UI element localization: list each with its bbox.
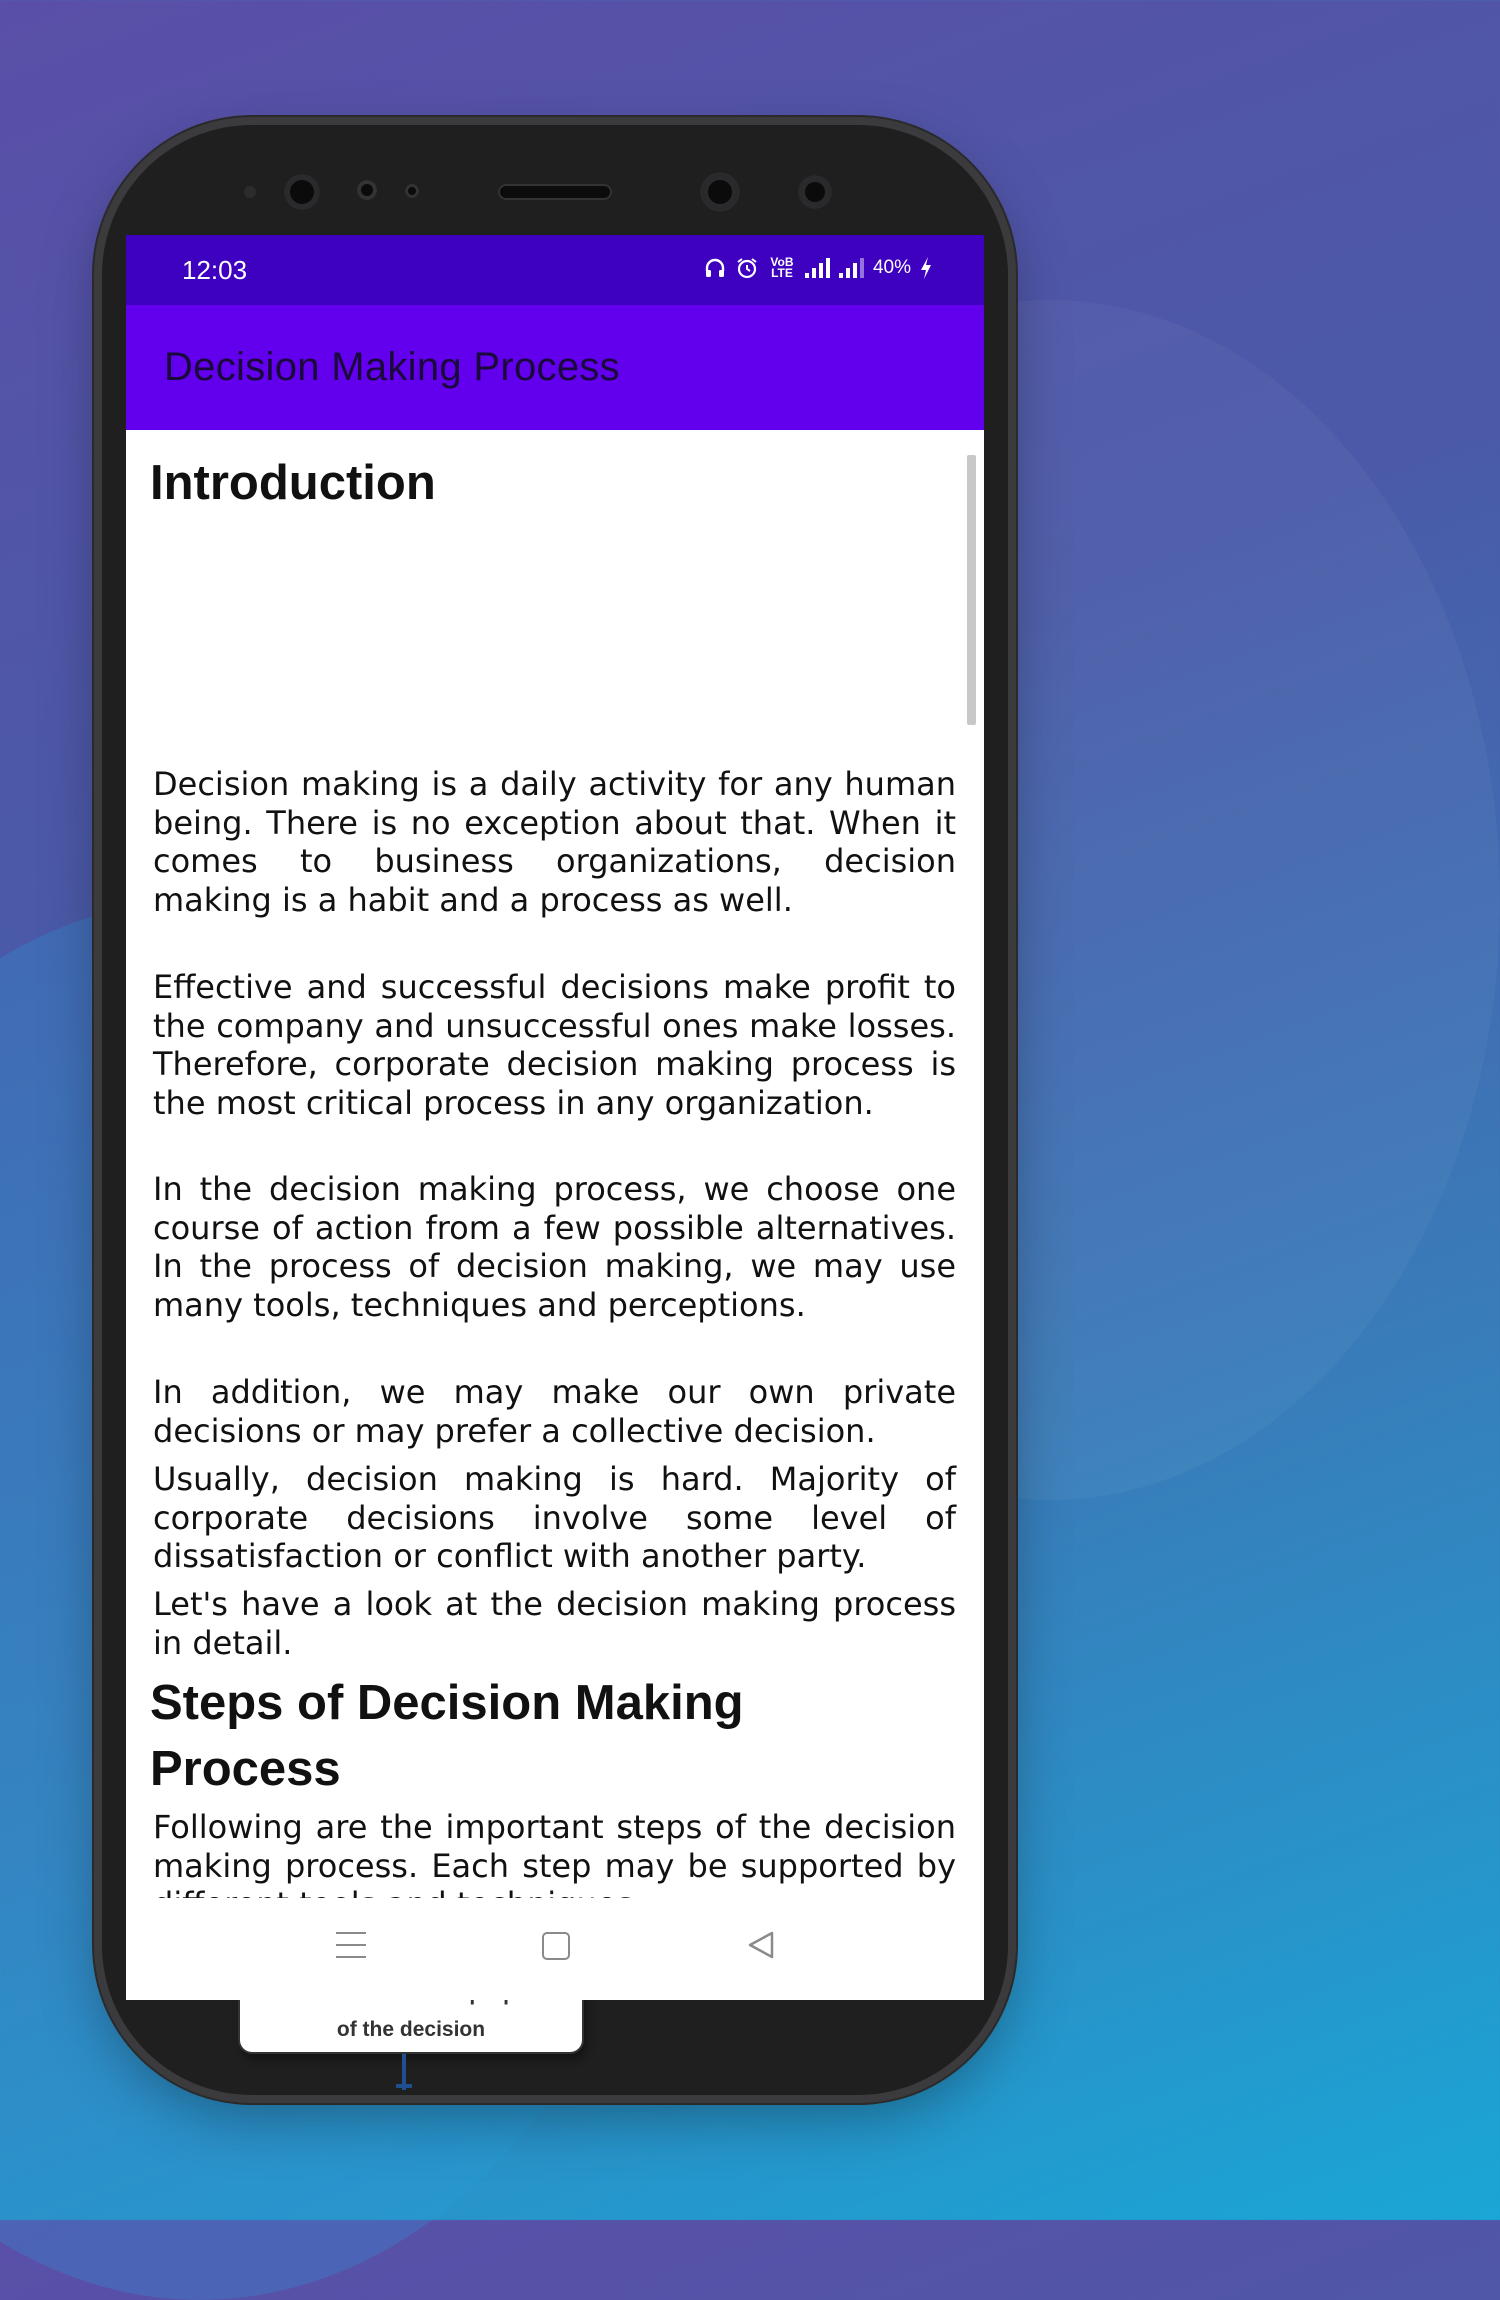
paragraph: In addition, we may make our own private decisions or may prefer a collective decision. bbox=[153, 1373, 956, 1450]
article-content[interactable] bbox=[126, 430, 984, 2041]
diagram-step-label: of the decision bbox=[336, 2018, 486, 2041]
headphones-icon bbox=[704, 257, 726, 279]
scrollbar-thumb[interactable] bbox=[967, 455, 976, 725]
sensor-dot bbox=[244, 186, 256, 198]
phone-screen bbox=[126, 235, 984, 2041]
front-camera-icon bbox=[284, 174, 320, 210]
app-bar bbox=[126, 305, 984, 430]
paragraph: Decision making is a daily activity for any human being. There is no exception about that. When it comes to business organizations, decision making is a habit and a process as well. bbox=[153, 765, 956, 920]
sensor-dot bbox=[357, 180, 377, 200]
section-heading-steps: Steps of Decision Making Process bbox=[150, 1676, 744, 1796]
paragraph: Usually, decision making is hard. Majority of corporate decisions involve some level of dissatisfaction or conflict with another party. bbox=[153, 1460, 956, 1576]
back-button[interactable] bbox=[746, 1930, 776, 1960]
status-bar bbox=[126, 235, 984, 305]
navigation-bar bbox=[126, 1898, 984, 2000]
front-camera-icon bbox=[700, 172, 740, 212]
app-title: Decision Making Process bbox=[164, 345, 620, 389]
earpiece-speaker bbox=[498, 184, 612, 200]
signal-strength-icon bbox=[839, 258, 864, 278]
sensor-dot bbox=[405, 184, 419, 198]
diagram-arrow-head bbox=[396, 2084, 412, 2088]
home-button[interactable] bbox=[542, 1932, 570, 1960]
signal-strength-icon bbox=[805, 258, 830, 278]
paragraph: Effective and successful decisions make profit to the company and unsuccessful ones make losses. Therefore, corporate decision making process is the most critical process in any organization. bbox=[153, 968, 956, 1123]
alarm-icon bbox=[735, 256, 759, 280]
paragraph: In the decision making process, we choose one course of action from a few possible alternatives. In the process of decision making, we may use many tools, techniques and perceptions. bbox=[153, 1170, 956, 1325]
recent-apps-button[interactable] bbox=[336, 1932, 366, 1958]
paragraph: Let's have a look at the decision making process in detail. bbox=[153, 1585, 956, 1662]
charging-bolt-icon bbox=[920, 256, 932, 280]
sensor-dot bbox=[798, 175, 832, 209]
volte-icon: VoB LTE bbox=[770, 255, 794, 280]
paragraph: Following are the important steps of the decision making process. Each step may be supported by bbox=[153, 1808, 956, 1885]
status-time: 12:03 bbox=[182, 255, 248, 285]
section-heading-introduction: Introduction bbox=[150, 456, 436, 510]
battery-percent: 40% bbox=[872, 257, 911, 278]
status-icons bbox=[704, 256, 932, 280]
